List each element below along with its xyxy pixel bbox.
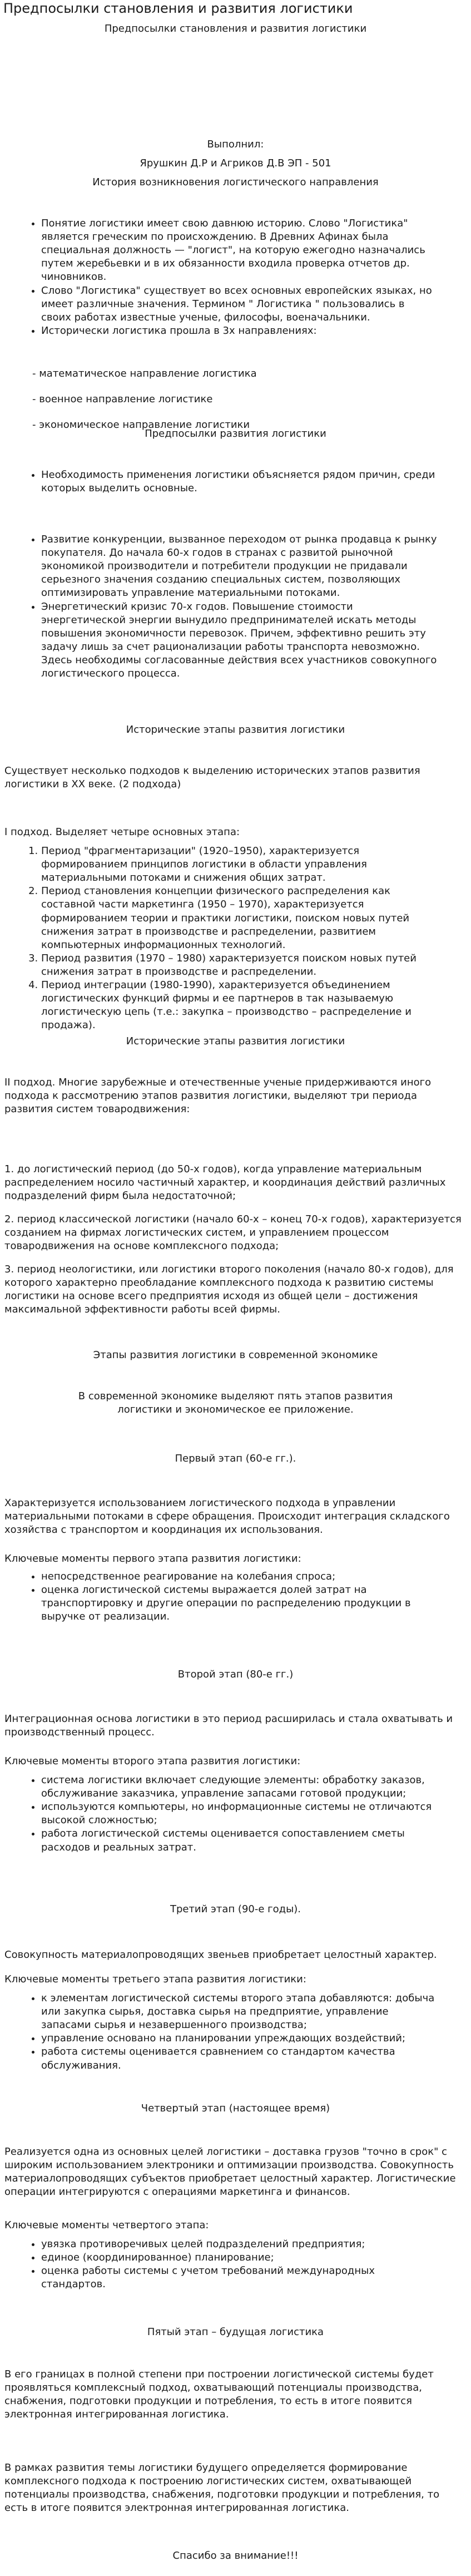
prereq-list-2 [0,533,471,680]
list-item: - военное направление логистике [32,393,213,406]
stage2-heading: Второй этап (80-е гг.) [177,1669,294,1680]
prereq-section-2 [0,533,471,680]
stage5-heading: Пятый этап – будущая логистика [147,2326,324,2338]
modern-heading: Этапы развития логистики в современной экономике [93,1349,378,1361]
stage4-list [0,2238,471,2291]
stage5-text: В его границах в полной степени при построении логистической системы будет проявляться комплексный подход, охватывающий потенциалы производства, снабжения, подготовки продукции и потребления, то есть в итоге появится электронная интегрированная логистика. [4,2368,434,2421]
stage1-heading: Первый этап (60-е гг.). [175,1453,296,1464]
stage1-text: Характеризуется использованием логистического подхода в управлении материальными потоками в сфере обращения. Происходит интеграция складского хозяйства с транспортом и координация их использования. [4,1497,450,1536]
history-section [0,217,471,338]
stage1-key: Ключевые моменты первого этапа развития логистики: [4,1553,301,1565]
prereq-section-1 [0,468,471,495]
stage1-section [0,1570,471,1623]
list-item: • управление основано на планировании упреждающих воздействий; [41,2032,438,2045]
list-item: • Развитие конкуренции, вызванное переходом от рынка продавца к рынку покупателя. До начала 60-х годов в странах с развитой рыночной экономикой производители и потребители продукции не придавали серьезного значения созданию специальных систем, позволяющих оптимизировать управление материальными потоками. [41,533,438,600]
approaches-text: Существует несколько подходов к выделению исторических этапов развития логистики в XX веке. (2 подхода) [4,765,420,791]
stage4-text: Реализуется одна из основных целей логистики – доставка грузов "точно в срок" с широким использованием электроники и оптимизации производства. Совокупность материалопроводящих субъектов приобретает целостный характер. Логистические операции интегрируются с операциями маркетинга и финансов. [4,2146,456,2198]
list-item: • увязка противоречивых целей подразделений предприятия; [41,2238,438,2251]
approach2-period-1: 1. до логистический период (до 50-х годов), когда управление материальным распределением носило частичный характер, и координация действий различных подразделений фирм была недостаточной; [4,1163,446,1202]
stage3-key: Ключевые моменты третьего этапа развития логистики: [4,1973,306,1985]
list-item: • Энергетический кризис 70-х годов. Повышение стоимости энергетической энергии вынудило предпринимателей искать методы повышения экономичности перевозок. Причем, эффективно решить эту задачу лишь за счет рационализации работы транспорта невозможно. Здесь необходимы согласованные действия всех участников совокупного логистического процесса. [41,600,438,681]
performed-label: Выполнил: [207,139,264,150]
prereq-list-1 [0,468,471,495]
list-item: 2. Период становления концепции физического распределения как составной части маркетинга (1950 – 1970), характеризуется формированием теории и практики логистики, поиском новых путей снижения затрат в производстве и распределении, развитием компьютерных информационных технологий. [41,885,438,952]
stage3-list [0,1992,471,2072]
list-item: • Слово "Логистика" существует во всех основных европейских языках, но имеет различные значения. Термином " Логистика " пользовались в своих работах известные ученые, философы, военачальники. [41,284,438,324]
approach1-list [0,845,471,1033]
page-title: Предпосылки становления и развития логистики [3,1,353,16]
list-item: • Понятие логистики имеет свою давнюю историю. Слово "Логистика" является греческим по происхождению. В Древних Афинах была специальная должность — "логист", на которую ежегодно назначались путем жеребьевки и в их обязанности входила проверка отчетов др. чиновников. [41,217,438,284]
stage4-key: Ключевые моменты четвертого этапа: [4,2219,209,2231]
stage3-section [0,1992,471,2072]
subtitle: Предпосылки становления и развития логистики [104,23,367,34]
list-item: • система логистики включает следующие элементы: обработку заказов, обслуживание заказчика, управление запасами готовой продукции; [41,1774,438,1800]
list-item: 4. Период интеграции (1980-1990), характеризуется объединением логистических функций фирмы и ее партнеров в так называемую логистическую цепь (т.е.: закупка – производство – распределение и продажа). [41,979,438,1032]
list-item: • непосредственное реагирование на колебания спроса; [41,1570,438,1583]
final-text: В рамках развития темы логистики будущего определяется формирование комплексного подхода к построению логистических систем, охватывающей потенциалы производства, снабжения, подготовки продукции и потребления, то есть в итоге появится электронная интегрированная логистика. [4,2462,440,2514]
list-item: 1. Период "фрагментаризации" (1920–1950), характеризуется формированием принципов логистики в области управления материальными потоками и снижения общих затрат. [41,845,438,885]
approach1-intro: I подход. Выделяет четыре основных этапа: [4,826,240,838]
thanks-text: Спасибо за внимание!!! [172,2550,299,2562]
list-item: • используются компьютеры, но информационные системы не отличаются высокой сложностью; [41,1800,438,1827]
list-item: • оценка работы системы с учетом требований международных стандартов. [41,2264,438,2291]
list-item: - математическое направление логистика [32,368,257,379]
stage2-section [0,1774,471,1854]
approach1-section [0,845,471,1033]
approach2-text: II подход. Многие зарубежные и отечественные ученые придерживаются иного подхода к рассмотрению этапов развития логистики, выделяют три периода развития систем товародвижения: [4,1077,432,1116]
stage4-section [0,2238,471,2291]
list-item: • Необходимость применения логистики объясняется рядом причин, среди которых выделить основные. [41,468,438,495]
history-heading: История возникновения логистического направления [92,176,379,188]
stages-heading-2: Исторические этапы развития логистики [126,1035,345,1047]
list-item: • Исторически логистика прошла в 3х направлениях: [41,324,438,338]
stage1-list [0,1570,471,1623]
stage4-heading: Четвертый этап (настоящее время) [141,2103,330,2114]
list-item: • оценка логистической системы выражается долей затрат на транспортировку и другие операции по распределению продукции в выручке от реализации. [41,1583,438,1623]
history-list [0,217,471,338]
stage2-key: Ключевые моменты второго этапа развития логистики: [4,1755,301,1767]
stage3-heading: Третий этап (90-е годы). [170,1903,301,1915]
stages-heading-1: Исторические этапы развития логистики [126,724,345,736]
list-item: • работа логистической системы оценивается сопоставлением сметы расходов и реальных затрат. [41,1827,438,1854]
list-item: - экономическое направление логистики [32,419,250,431]
list-item: • к элементам логистической системы второго этапа добавляются: добыча или закупка сырья, доставка сырья на предприятие, управление запасами сырья и незавершенного производства; [41,1992,438,2032]
stage2-list [0,1774,471,1854]
list-item: • единое (координированное) планирование; [41,2251,438,2264]
approach2-period-3: 3. период неологистики, или логистики второго поколения (начало 80-х годов), для которого характерно преобладание комплексного подхода к развитию системы логистики на основе всего предприятия исходя из общей цели – достижения максимальной эффективности работы всей фирмы. [4,1264,454,1316]
approach2-period-2: 2. период классической логистики (начало 60-х – конец 70-х годов), характеризуется созданием на фирмах логистических систем, и управлением процессом товародвижения на основе комплексного подхода; [4,1213,462,1252]
prereq-heading: Предпосылки развития логистики [145,428,326,440]
modern-text: В современной экономике выделяют пять этапов развития логистики и экономическое ее приложение. [78,1390,393,1416]
list-item: • работа системы оценивается сравнением со стандартом качества обслуживания. [41,2045,438,2072]
authors: Ярушкин Д.Р и Агриков Д.В ЭП - 501 [140,157,331,169]
list-item: 3. Период развития (1970 – 1980) характеризуется поиском новых путей снижения затрат в производстве и распределении. [41,952,438,979]
stage2-text: Интеграционная основа логистики в это период расширилась и стала охватывать и производственный процесс. [4,1713,453,1739]
stage3-text: Совокупность материалопроводящих звеньев приобретает целостный характер. [4,1949,437,1961]
